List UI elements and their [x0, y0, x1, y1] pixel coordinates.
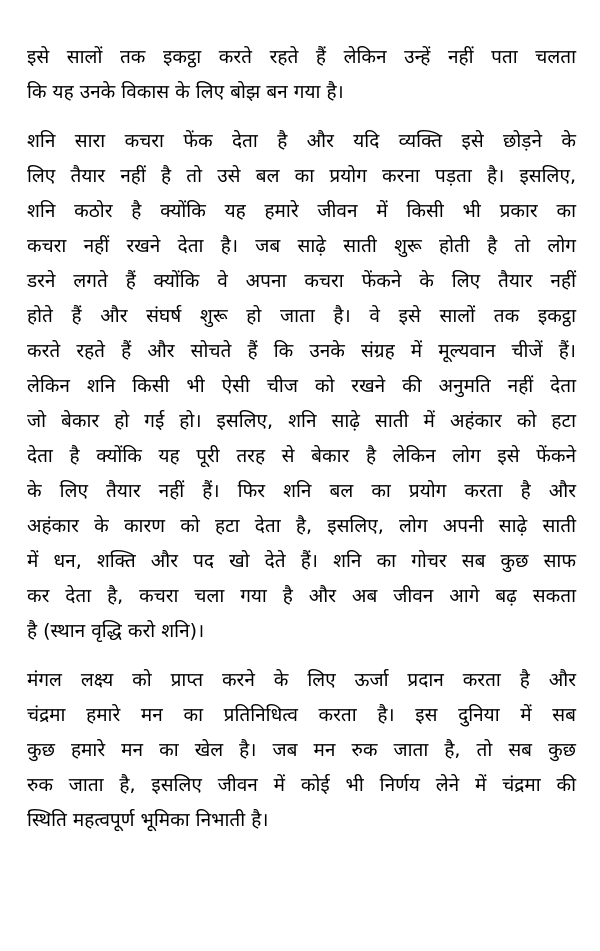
text-line: में धन, शक्ति और पद खो देते हैं। शनि का गोचर सब कुछ साफ — [27, 550, 576, 572]
text-line: लिए तैयार नहीं है तो उसे बल का प्रयोग करना पड़ता है। इसलिए, — [27, 165, 576, 187]
text-line: लेकिन शनि किसी भी ऐसी चीज को रखने की अनुमति नहीं देता — [27, 375, 576, 397]
text-line: देता है क्योंकि यह पूरी तरह से बेकार है लेकिन लोग इसे फेंकने — [27, 445, 576, 467]
text-line: शनि सारा कचरा फेंक देता है और यदि व्यक्ति इसे छोड़ने के — [27, 130, 576, 152]
text-line: कर देता है, कचरा चला गया है और अब जीवन आगे बढ़ सकता — [27, 585, 576, 607]
text-line: कुछ हमारे मन का खेल है। जब मन रुक जाता है, तो सब कुछ — [27, 739, 576, 761]
text-line: स्थिति महत्वपूर्ण भूमिका निभाती है। — [27, 809, 269, 831]
paragraph-gap — [27, 110, 576, 124]
paragraph-1 — [27, 40, 576, 110]
text-line: करते रहते हैं और सोचते हैं कि उनके संग्रह में मूल्यवान चीजें हैं। — [27, 340, 576, 362]
text-line: अहंकार के कारण को हटा देता है, इसलिए, लोग अपनी साढ़े साती — [27, 515, 576, 537]
text-line: इसे सालों तक इकट्ठा करते रहते हैं लेकिन उन्हें नहीं पता चलता — [27, 46, 576, 68]
text-line: मंगल लक्ष्य को प्राप्त करने के लिए ऊर्जा प्रदान करता है और — [27, 669, 576, 691]
paragraph-2 — [27, 124, 576, 649]
text-line: डरने लगते हैं क्योंकि वे अपना कचरा फेंकने के लिए तैयार नहीं — [27, 270, 576, 292]
text-line: कि यह उनके विकास के लिए बोझ बन गया है। — [27, 81, 344, 103]
text-line: है (स्थान वृद्धि करो शनि)। — [27, 620, 205, 642]
text-line: शनि कठोर है क्योंकि यह हमारे जीवन में किसी भी प्रकार का — [27, 200, 576, 222]
text-line: कचरा नहीं रखने देता है। जब साढ़े साती शुरू होती है तो लोग — [27, 235, 576, 257]
paragraph-gap — [27, 649, 576, 663]
text-line: रुक जाता है, इसलिए जीवन में कोई भी निर्णय लेने में चंद्रमा की — [27, 774, 576, 796]
text-line: चंद्रमा हमारे मन का प्रतिनिधित्व करता है। इस दुनिया में सब — [27, 704, 576, 726]
paragraph-3 — [27, 663, 576, 838]
text-line: के लिए तैयार नहीं हैं। फिर शनि बल का प्रयोग करता है और — [27, 480, 576, 502]
text-line: जो बेकार हो गई हो। इसलिए, शनि साढ़े साती में अहंकार को हटा — [27, 410, 576, 432]
text-line: होते हैं और संघर्ष शुरू हो जाता है। वे इसे सालों तक इकट्ठा — [27, 305, 576, 327]
